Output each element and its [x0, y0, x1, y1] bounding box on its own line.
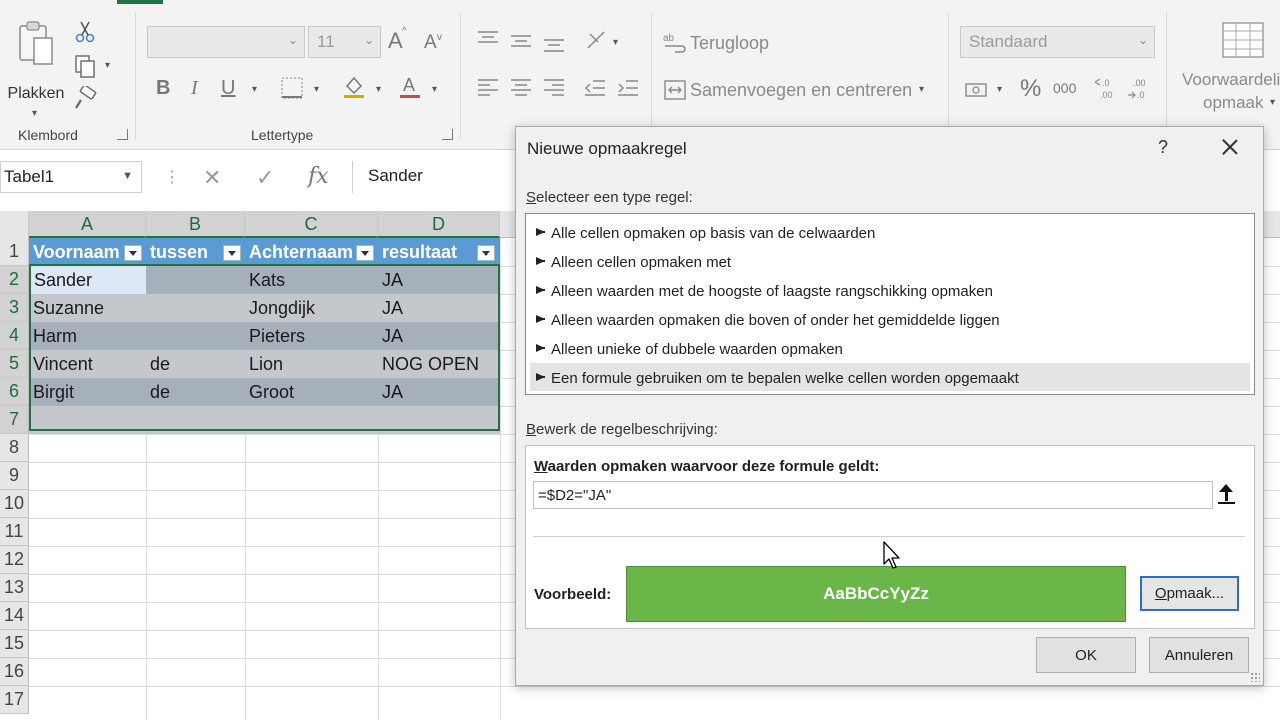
align-bottom-icon[interactable] [542, 32, 566, 56]
rule-type-label: Alleen waarden opmaken die boven of onder het gemiddelde liggen [551, 312, 1000, 329]
arrow-icon [536, 257, 545, 265]
font-group-label: Lettertype [251, 127, 314, 143]
row-header[interactable]: 2 [0, 266, 29, 294]
grow-font-caret-icon: ^ [402, 26, 407, 37]
table-cell[interactable] [378, 406, 500, 434]
accounting-format-icon[interactable] [964, 78, 988, 102]
bold-button[interactable]: B [156, 77, 171, 99]
select-type-label-accesskey: S [526, 189, 537, 206]
table-cell[interactable]: Pieters [245, 322, 378, 350]
preview-text: AaBbCcYyZz [823, 584, 929, 603]
table-cell[interactable] [146, 406, 245, 434]
rule-type-label: Alleen waarden met de hoogste of laagste rangschikking opmaken [551, 283, 993, 300]
paste-label: Plakken [7, 85, 65, 102]
group-divider [135, 12, 136, 140]
copy-dropdown-icon[interactable]: ▾ [105, 60, 111, 71]
increase-decimal-icon[interactable] [1094, 76, 1122, 100]
table-cell[interactable]: de [146, 378, 245, 406]
list-item[interactable] [530, 276, 1250, 304]
filter-dropdown-icon[interactable] [356, 245, 374, 261]
merge-center-icon[interactable] [663, 78, 687, 102]
chevron-down-icon: ⌄ [287, 33, 298, 47]
table-cell[interactable]: Harm [29, 322, 146, 350]
cancel-button[interactable]: Annuleren [1149, 637, 1249, 673]
edit-label-text: ewerk de regelbeschrijving: [536, 421, 718, 438]
select-all-corner[interactable] [0, 211, 29, 238]
gridline [500, 238, 501, 720]
group-divider [1166, 12, 1167, 140]
format-painter-icon[interactable] [73, 86, 97, 110]
shrink-font-button[interactable]: A [424, 32, 437, 53]
wrap-text-icon[interactable] [663, 30, 687, 54]
row-header[interactable]: 6 [0, 378, 29, 406]
formula-field-value: =$D2="JA" [538, 487, 612, 504]
borders-icon[interactable] [280, 76, 304, 100]
help-button[interactable]: ? [1157, 137, 1168, 157]
fill-color-dropdown-icon[interactable]: ▾ [376, 84, 382, 95]
svg-text:ab: ab [663, 33, 675, 44]
align-center-icon[interactable] [509, 76, 533, 100]
svg-text:.00: .00 [1100, 90, 1113, 100]
grow-font-button[interactable]: A [388, 28, 403, 53]
merge-dropdown-icon[interactable]: ▾ [919, 84, 925, 95]
table-cell[interactable]: JA [378, 322, 500, 350]
svg-text:.0: .0 [1137, 90, 1145, 100]
format-button-label: pmaak... [1166, 585, 1225, 602]
conditional-formatting-label-2[interactable]: opmaak [1203, 93, 1264, 112]
table-cell[interactable]: JA [378, 294, 500, 322]
arrow-icon [536, 286, 545, 294]
chevron-down-icon: ⌄ [1137, 33, 1148, 47]
clipboard-launcher-icon[interactable] [117, 129, 128, 140]
font-size-value: 11 [317, 32, 335, 51]
ok-button[interactable]: OK [1036, 637, 1136, 673]
table-cell[interactable]: Groot [245, 378, 378, 406]
align-middle-icon[interactable] [509, 30, 533, 54]
copy-icon[interactable] [73, 54, 97, 78]
table-cell[interactable]: Vincent [29, 350, 146, 378]
row-header[interactable]: 11 [0, 518, 29, 546]
increase-indent-icon[interactable] [616, 76, 640, 100]
divider [533, 536, 1245, 537]
paste-icon [18, 20, 54, 66]
paste-dropdown-icon[interactable]: ▾ [32, 108, 38, 119]
table-cell[interactable]: Kats [245, 266, 378, 294]
row-header[interactable]: 5 [0, 350, 29, 378]
row-header[interactable]: 8 [0, 434, 29, 462]
svg-text:.00: .00 [1133, 78, 1146, 88]
close-icon[interactable] [1216, 133, 1244, 161]
format-button[interactable] [1140, 576, 1239, 611]
svg-text:.0: .0 [1102, 78, 1110, 88]
format-preview [626, 566, 1126, 622]
edit-label-accesskey: B [526, 421, 537, 438]
arrow-icon [536, 228, 545, 236]
rule-type-label: Een formule gebruiken om te bepalen welke cellen worden opgemaakt [551, 370, 1019, 387]
align-right-icon[interactable] [542, 76, 566, 100]
format-button-accesskey: O [1154, 585, 1167, 602]
number-format-value: Standaard [969, 32, 1048, 51]
row-header[interactable]: 9 [0, 462, 29, 490]
list-item[interactable] [530, 218, 1250, 246]
rule-type-label: Alle cellen opmaken op basis van de celwaarden [551, 225, 876, 242]
dialog-title: Nieuwe opmaakregel [527, 139, 687, 158]
header-label: resultaat [382, 242, 458, 262]
fill-color-icon[interactable] [342, 74, 366, 98]
group-divider [651, 12, 652, 140]
arrow-icon [536, 315, 545, 323]
cut-icon[interactable] [73, 20, 97, 44]
row-header[interactable]: 1 [0, 238, 29, 266]
conditional-formatting-icon[interactable] [1222, 22, 1264, 58]
row-header[interactable]: 7 [0, 406, 29, 434]
select-type-label [526, 189, 693, 206]
filter-dropdown-icon[interactable] [124, 245, 142, 261]
arrow-up-icon [1218, 502, 1235, 504]
chevron-down-icon: ▼ [122, 170, 133, 182]
resize-grip-icon[interactable] [1250, 672, 1260, 682]
accounting-dropdown-icon[interactable]: ▾ [997, 84, 1003, 95]
table-cell[interactable] [245, 406, 378, 434]
mouse-cursor-icon [883, 541, 903, 571]
header-label: Voornaam [33, 242, 120, 262]
rule-description-panel [525, 445, 1255, 629]
formula-field[interactable] [533, 481, 1239, 509]
group-divider [460, 12, 461, 140]
font-launcher-icon[interactable] [442, 129, 453, 140]
thousands-button[interactable]: 000 [1053, 80, 1077, 96]
rule-type-label: Alleen unieke of dubbele waarden opmaken [551, 341, 843, 358]
formula-value: Sander [368, 166, 423, 185]
table-cell[interactable]: Suzanne [29, 294, 146, 322]
cancel-entry-icon[interactable]: ✕ [203, 165, 222, 190]
row-header[interactable]: 17 [0, 686, 29, 714]
font-size-combo[interactable] [308, 26, 381, 58]
orientation-dropdown-icon[interactable]: ▾ [613, 37, 619, 48]
table-cell[interactable] [29, 406, 146, 434]
underline-button[interactable]: U [221, 77, 236, 99]
row-header[interactable]: 4 [0, 322, 29, 350]
list-item[interactable] [530, 305, 1250, 333]
row-header[interactable]: 13 [0, 574, 29, 602]
font-name-combo[interactable] [147, 26, 305, 58]
table-cell[interactable]: JA [378, 378, 500, 406]
row-header[interactable]: 16 [0, 658, 29, 686]
table-cell[interactable]: Jongdijk [245, 294, 378, 322]
row-header[interactable]: 3 [0, 294, 29, 322]
gridline [29, 686, 1280, 687]
select-type-label-text: electeer een type regel: [536, 189, 693, 206]
table-cell[interactable]: NOG OPEN [378, 350, 500, 378]
name-box-value: Tabel1 [4, 167, 55, 186]
rule-type-label: Alleen cellen opmaken met [551, 254, 732, 271]
conditional-formatting-label-1[interactable]: Voorwaardeli [1182, 70, 1280, 89]
arrow-icon [536, 344, 545, 352]
table-cell[interactable]: de [146, 350, 245, 378]
edit-description-label [526, 421, 718, 438]
arrow-icon [536, 373, 545, 381]
header-label: Achternaam [249, 242, 354, 262]
insert-function-icon[interactable]: fx [308, 164, 329, 189]
column-header-d[interactable]: D [378, 211, 500, 238]
row-header[interactable]: 14 [0, 602, 29, 630]
row-header[interactable]: 10 [0, 490, 29, 518]
decrease-decimal-icon[interactable] [1127, 76, 1155, 100]
font-color-dropdown-icon[interactable]: ▾ [432, 84, 438, 95]
group-divider [948, 12, 949, 140]
name-box[interactable] [0, 161, 142, 193]
svg-text:A: A [403, 75, 416, 95]
rule-type-list[interactable] [525, 213, 1255, 395]
formula-title [534, 458, 879, 475]
row-header[interactable]: 12 [0, 546, 29, 574]
filter-dropdown-icon[interactable] [223, 245, 241, 261]
list-item-selected[interactable] [530, 363, 1250, 391]
conditional-formatting-dropdown-icon[interactable]: ▾ [1270, 97, 1276, 108]
formula-title-text: aarden opmaken waarvoor deze formule geldt: [547, 458, 880, 475]
wrap-text-button[interactable]: Terugloop [690, 33, 770, 53]
arrow-up-icon [1225, 488, 1228, 501]
shrink-font-caret-icon: v [437, 32, 442, 43]
list-item[interactable] [530, 334, 1250, 362]
confirm-entry-icon[interactable]: ✓ [256, 165, 275, 190]
preview-label: Voorbeeld: [534, 586, 612, 603]
column-header-a[interactable]: A [29, 211, 146, 238]
paste-button[interactable] [4, 16, 68, 119]
formula-bar-grip-icon: ⋮ [164, 169, 180, 186]
decrease-indent-icon[interactable] [583, 76, 607, 100]
orientation-icon[interactable] [584, 28, 608, 52]
collapse-dialog-button[interactable] [1212, 481, 1239, 509]
filter-dropdown-icon[interactable] [477, 245, 495, 261]
number-format-combo[interactable] [960, 26, 1155, 58]
table-cell[interactable] [146, 294, 245, 322]
list-item[interactable] [530, 247, 1250, 275]
merge-center-button[interactable]: Samenvoegen en centreren [690, 80, 913, 100]
align-left-icon[interactable] [476, 76, 500, 100]
font-color-icon[interactable] [398, 74, 422, 98]
table-cell[interactable]: Birgit [29, 378, 146, 406]
active-tab-indicator [117, 0, 163, 4]
formula-title-accesskey: W [534, 458, 548, 475]
header-label: tussen [150, 242, 209, 262]
column-header-b[interactable]: B [146, 211, 245, 238]
column-header-c[interactable]: C [245, 211, 378, 238]
table-cell[interactable]: Lion [245, 350, 378, 378]
clipboard-group-label: Klembord [18, 127, 78, 143]
new-formatting-rule-dialog [515, 126, 1264, 686]
underline-dropdown-icon[interactable]: ▾ [252, 84, 258, 95]
table-cell[interactable] [146, 322, 245, 350]
row-header[interactable]: 15 [0, 630, 29, 658]
chevron-down-icon: ⌄ [363, 33, 374, 47]
table-cell[interactable]: JA [378, 266, 500, 294]
table-cell[interactable] [146, 266, 245, 294]
borders-dropdown-icon[interactable]: ▾ [314, 84, 320, 95]
italic-button[interactable]: I [191, 77, 198, 99]
percent-button[interactable]: % [1020, 75, 1042, 102]
table-cell[interactable]: Sander [30, 266, 146, 294]
align-top-icon[interactable] [476, 28, 500, 52]
